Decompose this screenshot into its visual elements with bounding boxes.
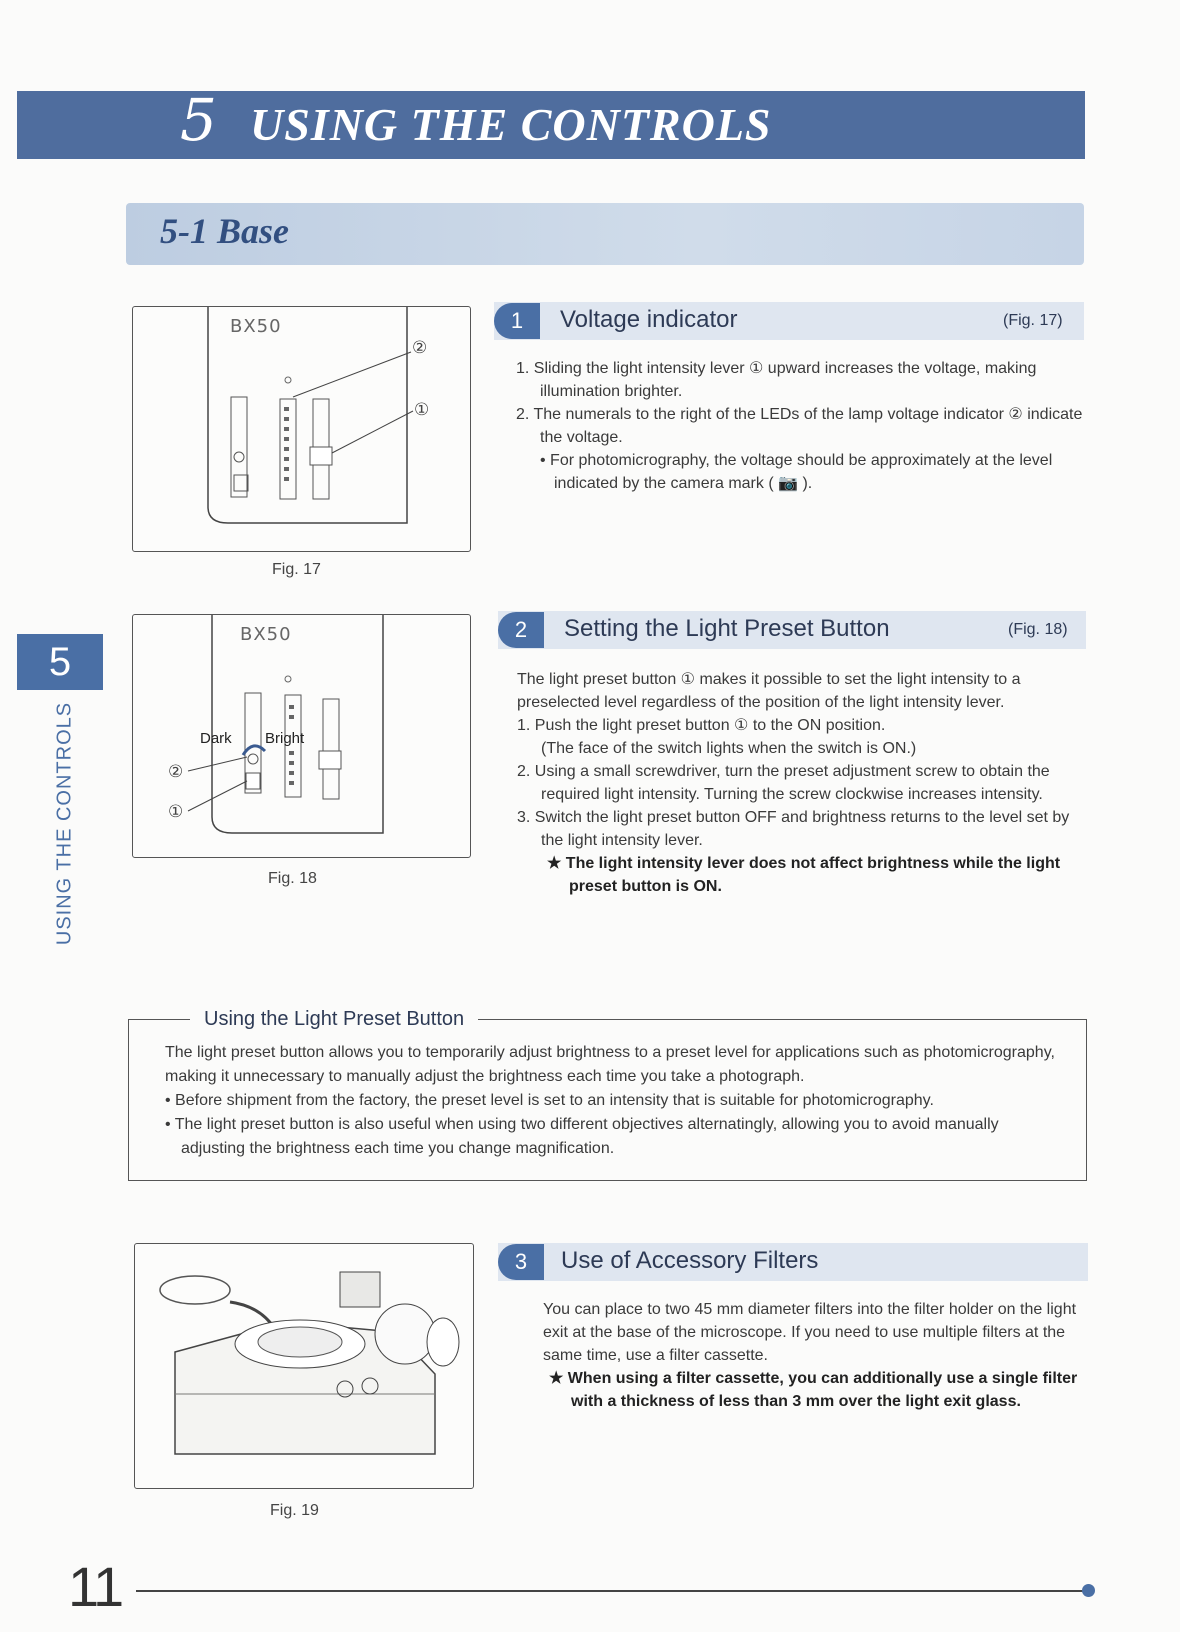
note-body [165,1041,1065,1161]
star-note: ★ When using a filter cassette, you can additionally use a single filter with a thickness of less than 3 mm over the light exit glass. [549,1370,1078,1410]
fig18-callout-2: ② [168,762,184,781]
fig18-callout-1: ① [168,802,184,821]
fig18-dark-label: Dark [200,730,232,747]
fig17-caption: Fig. 17 [272,561,321,578]
fig18-caption: Fig. 18 [268,870,317,887]
list-item: 2. Using a small screwdriver, turn the preset adjustment screw to obtain the required light intensity. Turning the screw clockwise increases intensity. [517,763,1050,803]
subsection-1-fig-ref: (Fig. 17) [1003,312,1063,329]
footer-dot-icon [1082,1584,1095,1597]
subsection-1-number: 1 [494,303,540,339]
star-note: ★ The light intensity lever does not affect brightness while the light preset button is ON. [547,855,1061,895]
fig18-logo: BX50 [240,624,292,645]
note-line: • Before shipment from the factory, the preset level is set to an intensity that is suitable for photomicrography. [165,1092,934,1109]
figure-19 [134,1243,474,1489]
fig17-callout-2: ② [412,338,428,357]
footer-rule [136,1590,1088,1592]
page-number: 11 [68,1555,123,1618]
subsection-3-body [543,1298,1087,1413]
fig17-logo: BX50 [230,316,282,337]
section-title: 5-1 Base [160,211,289,251]
note-line: • The light preset button is also useful when using two different objectives alternatingly, allowing you to avoid manually adjusting the brightness each time you change magnification. [165,1116,999,1157]
note-line: The light preset button allows you to temporarily adjust brightness to a preset level for applications such as photomicrography, making it unnecessary to manually adjust the brightness each time you take a photograph. [165,1044,1055,1085]
side-tab-number: 5 [17,634,103,690]
subsection-1-title: Voltage indicator [560,306,738,333]
body-paragraph: You can place to two 45 mm diameter filters into the filter holder on the light exit at the base of the microscope. If you need to use multiple filters at the same time, use a filter cassette. [543,1301,1077,1364]
subsection-3-title: Use of Accessory Filters [561,1247,819,1274]
list-item: 1. Sliding the light intensity lever ① upward increases the voltage, making illumination brighter. [516,360,1037,400]
intro-text: The light preset button ① makes it possible to set the light intensity to a preselected level regardless of the position of the light intensity lever. [517,671,1021,711]
fig17-callout-1: ① [414,400,430,419]
subsection-2-number: 2 [498,612,544,648]
fig19-caption: Fig. 19 [270,1502,319,1519]
subsection-3-number: 3 [498,1244,544,1280]
list-item: 2. The numerals to the right of the LEDs of the lamp voltage indicator ② indicate the voltage. [516,406,1083,446]
fig18-bright-label: Bright [265,730,305,747]
list-note: (The face of the switch lights when the switch is ON.) [541,740,917,757]
subsection-1-body [516,357,1084,495]
note-title: Using the Light Preset Button [190,1008,478,1031]
subsection-2-fig-ref: (Fig. 18) [1008,621,1068,638]
chapter-number: 5 [180,86,217,154]
subsection-2-body [517,668,1087,898]
subsection-2-title: Setting the Light Preset Button [564,615,890,642]
chapter-title: USING THE CONTROLS [250,99,772,150]
bullet-item: • For photomicrography, the voltage should be approximately at the level indicated by the camera mark ( 📷 ). [540,452,1053,492]
list-item: 1. Push the light preset button ① to the ON position. [517,717,886,734]
fig19-illustration [135,1244,473,1488]
side-tab-label: USING THE CONTROLS [53,701,76,946]
list-item: 3. Switch the light preset button OFF and brightness returns to the level set by the light intensity lever. [517,809,1070,849]
